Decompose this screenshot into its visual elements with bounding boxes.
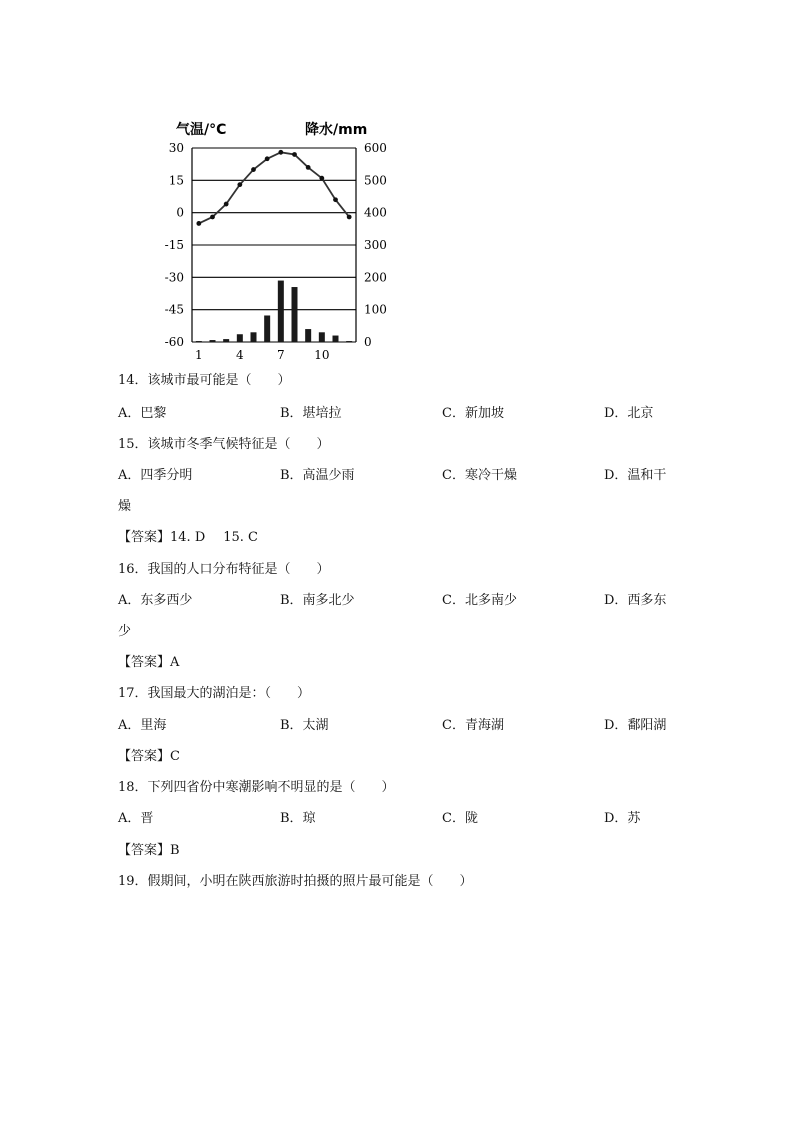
precipitation-bar <box>292 287 298 342</box>
x-tick-label: 4 <box>236 348 244 362</box>
answer-18: 【答案】B <box>118 843 180 858</box>
chart-axes <box>192 148 356 342</box>
answer-17: 【答案】C <box>118 749 180 764</box>
temperature-line <box>196 150 351 226</box>
x-tick-label: 1 <box>195 348 203 362</box>
x-tick-label: 10 <box>314 348 330 362</box>
climate-chart <box>150 110 410 372</box>
temperature-point <box>237 182 242 187</box>
left-tick-label: -60 <box>164 335 184 349</box>
precipitation-bar <box>278 281 284 342</box>
precipitation-bar <box>333 336 339 342</box>
q18-option-a: A．晋 <box>118 811 154 826</box>
precipitation-bar <box>319 332 325 342</box>
answer-15: 15. C <box>223 530 259 545</box>
precipitation-bar <box>223 339 229 342</box>
q14-option-d: D．北京 <box>604 406 654 421</box>
right-tick-label: 0 <box>364 335 372 349</box>
temperature-point <box>319 176 324 181</box>
right-tick-label: 400 <box>364 205 387 220</box>
temperature-point <box>196 221 201 226</box>
temperature-point <box>292 152 297 157</box>
question-14-stem: 14．该城市最可能是（ ） <box>118 373 291 388</box>
q15-option-a: A．四季分明 <box>118 468 193 483</box>
answer-label: 【答案】 <box>118 530 171 545</box>
question-18-stem: 18．下列四省份中寒潮影响不明显的是（ ） <box>118 780 395 795</box>
temperature-point <box>306 165 311 170</box>
left-axis-title: 气温/°C <box>176 122 227 138</box>
chart-labels <box>165 121 387 362</box>
precipitation-bar <box>237 334 243 342</box>
precipitation-bars <box>196 281 352 342</box>
right-tick-label: 100 <box>364 302 387 317</box>
q15-option-c: C．寒冷干燥 <box>442 468 517 483</box>
left-tick-label: 0 <box>176 205 184 220</box>
x-tick-label: 7 <box>277 348 285 362</box>
q15-option-b: B．高温少雨 <box>280 468 355 483</box>
precipitation-bar <box>264 315 270 342</box>
question-16-stem: 16．我国的人口分布特征是（ ） <box>118 562 330 577</box>
right-tick-label: 600 <box>364 141 387 155</box>
q14-option-b: B．堪培拉 <box>280 406 342 421</box>
right-tick-label: 200 <box>364 270 387 285</box>
precipitation-bar <box>196 341 202 342</box>
q18-option-c: C．陇 <box>442 811 478 826</box>
temperature-point <box>224 202 229 207</box>
temperature-point <box>251 167 256 172</box>
temperature-point <box>347 215 352 220</box>
q17-option-c: C．青海湖 <box>442 718 504 733</box>
temperature-point <box>278 150 283 155</box>
q16-option-a: A．东多西少 <box>118 593 193 608</box>
q16-option-d: D．西多东 <box>604 593 667 608</box>
left-tick-label: 30 <box>168 141 184 155</box>
q16-option-c: C．北多南少 <box>442 593 517 608</box>
left-tick-label: -45 <box>164 302 184 317</box>
q17-option-a: A．里海 <box>118 718 167 733</box>
precipitation-bar <box>210 340 216 342</box>
question-19-stem: 19．假期间，小明在陕西旅游时拍摄的照片最可能是（ ） <box>118 874 473 889</box>
left-tick-label: 15 <box>168 173 184 188</box>
answer-14: 14. D <box>170 530 206 545</box>
answer-16: 【答案】A <box>118 655 180 670</box>
precipitation-bar <box>251 332 257 342</box>
temperature-point <box>333 197 338 202</box>
right-axis-title: 降水/mm <box>305 122 368 138</box>
question-15-stem: 15．该城市冬季气候特征是（ ） <box>118 437 330 452</box>
q16-option-b: B．南多北少 <box>280 593 355 608</box>
q17-option-d: D．鄱阳湖 <box>604 718 667 733</box>
left-tick-label: -30 <box>164 270 184 285</box>
q15-option-d-wrap: 燥 <box>118 499 132 514</box>
precipitation-bar <box>346 341 352 342</box>
answer-14-15 <box>118 529 258 547</box>
q18-option-b: B．琼 <box>280 811 316 826</box>
precipitation-bar <box>305 329 311 342</box>
q17-option-b: B．太湖 <box>280 718 329 733</box>
q16-option-d-wrap: 少 <box>118 624 132 639</box>
right-tick-label: 300 <box>364 238 387 252</box>
temperature-point <box>210 215 215 220</box>
question-17-stem: 17．我国最大的湖泊是：（ ） <box>118 686 311 701</box>
q18-option-d: D．苏 <box>604 811 641 826</box>
q14-option-c: C．新加坡 <box>442 406 504 421</box>
q14-option-a: A．巴黎 <box>118 406 167 421</box>
q15-option-d: D．温和干 <box>604 468 667 483</box>
temperature-point <box>265 156 270 161</box>
right-tick-label: 500 <box>364 173 387 188</box>
left-tick-label: -15 <box>164 238 184 252</box>
